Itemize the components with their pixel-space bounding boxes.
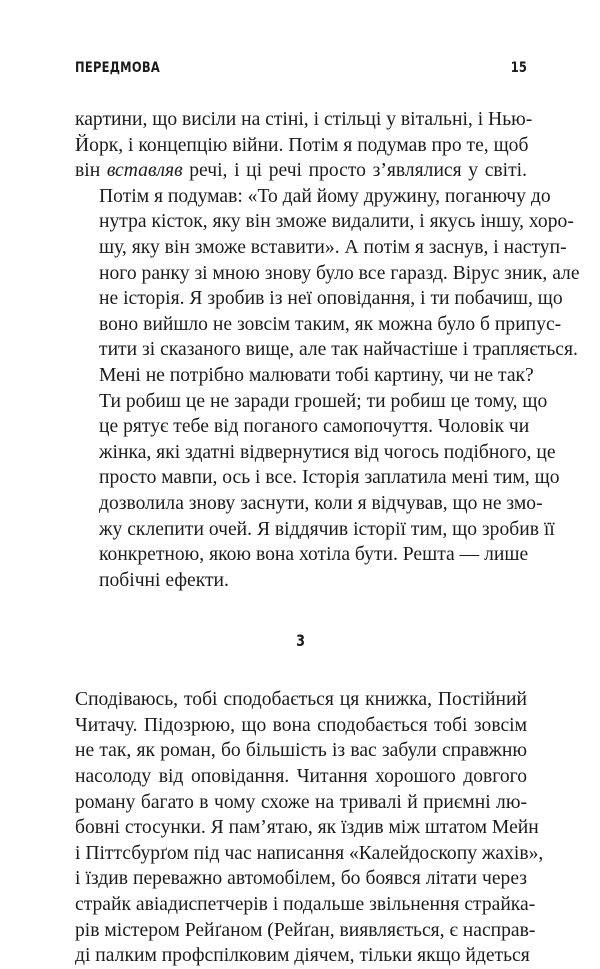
text-line: побічні ефекти.: [99, 569, 229, 591]
text-line: [75, 158, 527, 184]
text-line: не так, як роман, бо більшість із вас забули справжню: [75, 740, 527, 762]
paragraph: [75, 107, 533, 184]
text-line: жу склепити очей. Я віддячив історії тим, що зробив її: [99, 518, 555, 540]
text-line: ді палким профспілковим діячем, тільки якщо йдеться: [75, 945, 530, 967]
text-line: просто мавпи, ось і все. Історія заплатила мені тим, що: [99, 467, 560, 489]
text-line: рів містером Рейґаном (Рейґан, виявляється, є насправ-: [75, 919, 536, 941]
text-line: жінка, які здатні відвернутися від чогось подібного, це: [99, 441, 556, 463]
text-line: ного ранку зі мною знову було все гаразд. Вірус зник, але: [99, 262, 580, 284]
text-line: Сподіваюсь, тобі сподобається ця книжка, Постійний: [75, 689, 527, 711]
body-text: [75, 107, 580, 969]
text-line: це рятує тебе від поганого самопочуття. Чоловік чи: [99, 416, 530, 438]
paragraph: [75, 184, 580, 363]
paragraph: [75, 687, 544, 969]
running-head: [75, 60, 527, 90]
text-line: бовні стосунки. Я пам’ятаю, як їздив між штатом Мейн: [75, 817, 539, 839]
text-line: нутра кісток, яку він зможе видалити, і якусь іншу, хоро-: [99, 211, 574, 233]
text-line: конкретною, якою вона хотіла бути. Решта — лише: [99, 544, 529, 566]
page-number: 15: [510, 60, 528, 76]
paragraph: [75, 363, 560, 593]
text-line: і Піттсбурґом під час написання «Калейдоскопу жахів»,: [75, 842, 544, 864]
text-line: роману багато в чому схоже на тривалі й приємні лю-: [75, 791, 527, 813]
text-line: Мені не потрібно малювати тобі картину, чи не так?: [99, 364, 534, 386]
text-line: страйк авіадиспетчерів і подальше звільнення страйка-: [75, 894, 536, 916]
chapter-title: ПЕРЕДМОВА: [75, 60, 160, 76]
text-line: Йорк, і концепцію війни. Потім я подумав про те, щоб: [75, 134, 529, 156]
text-line: Ти робиш це не заради грошей; ти робиш це тому, що: [99, 390, 548, 412]
text-fragment: він: [75, 160, 107, 182]
section-number-text: 3: [296, 631, 306, 651]
text-line: тити зі сказаного вище, але так найчастіше і трапляється.: [99, 339, 578, 361]
text-line: насолоду від оповідання. Читання хорошого довгого: [75, 766, 527, 788]
text-line: дозволила знову заснути, коли я відчував, що не змо-: [99, 492, 543, 514]
text-line: воно вийшло не зовсім таким, як можна було б припус-: [99, 313, 562, 335]
book-page: [75, 60, 580, 969]
emphasized-word: вставляв: [106, 160, 183, 182]
text-line: картини, що висіли на стіні, і стільці у вітальні, і Нью-: [75, 109, 533, 130]
text-line: не історія. Я зробив із неї оповідання, і ти побачиш, що: [99, 288, 563, 310]
text-line: шу, яку він зможе вставити». А потім я заснув, і наступ-: [99, 236, 567, 258]
text-line: Читачу. Підозрюю, що вона сподобається тобі зовсім: [75, 714, 527, 736]
section-number: [75, 629, 527, 653]
text-fragment: речі, і ці речі просто з’являлися у світі.: [182, 160, 527, 182]
text-line: Потім я подумав: «То дай йому дружину, поганючу до: [99, 185, 551, 207]
text-line: і їздив переважно автомобілем, бо боявся літати через: [75, 868, 527, 890]
